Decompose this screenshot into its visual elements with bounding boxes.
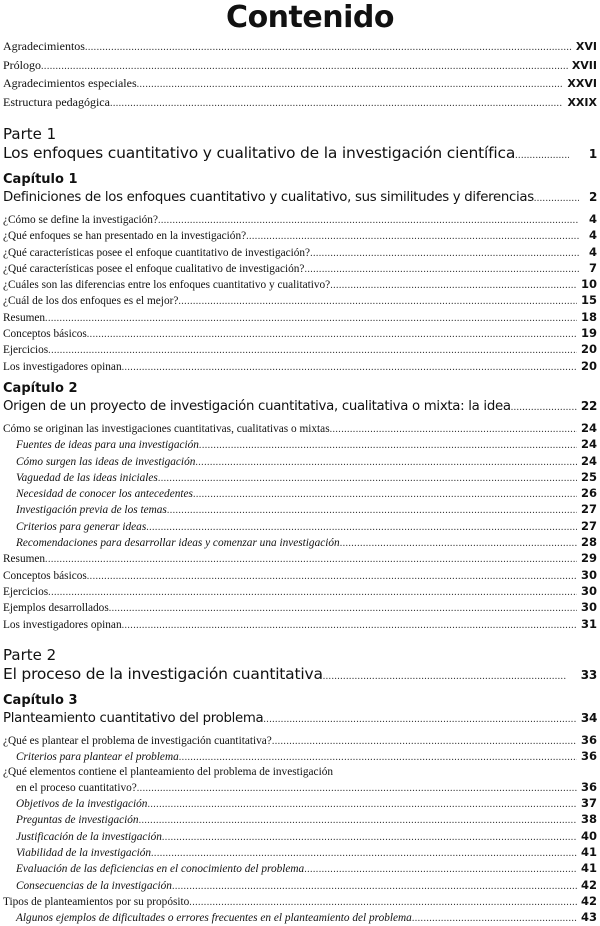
leader-dots [137,76,564,94]
entry-label: Evaluación de las deficiencias en el conocimiento del problema [16,863,305,876]
entry-label: Origen de un proyecto de investigación cuantitativa, cualitativa o mixta: la idea [3,398,511,414]
front-matter-entry [3,75,597,94]
leader-dots [110,95,564,113]
part-title [3,143,597,166]
page-number: 4 [588,228,597,243]
toc-subentry [3,486,597,502]
toc-entry [3,551,597,567]
entry-label: Estructura pedagógica [3,94,110,109]
leader-dots [41,58,568,76]
toc-entry [3,326,597,342]
leader-dots [189,896,577,910]
toc-subentry [3,845,597,861]
page-number: 38 [580,812,597,827]
page-number: 41 [580,861,597,876]
entry-label: Los investigadores opinan [3,360,122,373]
entry-label: Agradecimientos especiales [3,76,137,90]
leader-dots [146,521,577,535]
toc-subentry [3,535,597,551]
toc-entry [3,293,597,309]
leader-dots [137,782,577,796]
leader-dots [340,537,577,551]
entry-label: Criterios para generar ideas [16,520,147,533]
toc-entry [3,342,597,358]
toc-entry [3,600,597,616]
toc-subentry [3,910,597,926]
page-number: XXVI [567,77,597,90]
leader-dots [147,798,577,812]
page-number: 33 [580,667,597,682]
page-number: 24 [580,437,597,452]
leader-dots [304,263,579,277]
part-label [3,125,597,143]
page-number: 15 [580,293,597,308]
entry-label: Cómo se originan las investigaciones cuantitativas, cualitativas o mixtas [3,422,330,435]
page-number: 40 [580,828,597,843]
entry-label: Preguntas de investigación [16,814,139,827]
entry-label: Viabilidad de la investigación [16,846,152,859]
page-number: XVI [575,40,597,53]
toc-entry [3,212,597,228]
page-number: 31 [580,616,597,631]
toc-entry [3,261,597,277]
leader-dots [412,912,577,926]
toc-entry [3,568,597,584]
leader-dots [45,312,577,326]
toc-subentry [3,812,597,828]
entry-label: Resumen [3,553,46,566]
entry-label: Agradecimientos [3,39,85,53]
entry-label: Ejercicios [3,344,49,357]
entry-label: Cómo surgen las ideas de investigación [16,455,196,468]
page-number: 43 [580,910,597,925]
entry-label: Los enfoques cuantitativo y cualitativo de la investigación científica [3,144,516,162]
leader-dots [48,586,577,600]
toc-subentry [3,519,597,535]
entry-label: ¿Qué es plantear el problema de investigación cuantitativa? [3,734,272,747]
page-number: 26 [580,486,597,501]
leader-dots [151,847,577,861]
toc-subentry [3,829,597,845]
toc-entry [3,277,597,293]
leader-dots [87,328,577,342]
page-number: 36 [580,732,597,747]
page-number: 10 [580,277,597,292]
page-number: 20 [580,358,597,373]
entry-label: Parte 2 [3,645,57,664]
leader-dots [45,553,577,567]
entry-label: Capítulo 3 [3,692,78,708]
entry-label: en el proceso cuantitativo? [16,781,137,794]
entry-label: Ejercicios [3,585,49,598]
toc-entry [3,894,597,910]
page-number: 18 [580,309,597,324]
entry-label: Resumen [3,311,46,324]
part-title [3,664,597,687]
page-number: 30 [580,583,597,598]
toc-subentry [3,502,597,518]
page-title: Contenido [226,0,394,35]
entry-label: Objetivos de la investigación [16,798,148,811]
page-number: 20 [580,342,597,357]
toc-subentry [3,861,597,877]
page-number: 22 [580,398,597,413]
toc-entry [3,617,597,633]
entry-label: Capítulo 2 [3,380,78,396]
entry-label: Definiciones de los enfoques cuantitativo y cualitativo, sus similitudes y diferencias [3,190,534,205]
page-number: 7 [588,260,597,275]
entry-label: ¿Cuáles son las diferencias entre los enfoques cuantitativo y cualitativo? [3,279,331,292]
leader-dots [193,488,577,502]
chapter-label [3,693,597,709]
toc-entry [3,228,597,244]
toc-entry [3,584,597,600]
chapter-title [3,397,597,417]
page-number: 28 [580,535,597,550]
leader-dots [122,361,577,375]
page-number: 24 [580,453,597,468]
leader-dots [122,619,577,633]
page-number: 37 [580,796,597,811]
leader-dots [515,146,569,166]
entry-label: Fuentes de ideas para una investigación [16,439,199,452]
chapter-title [3,709,597,729]
entry-label: Investigación previa de los temas [16,504,167,517]
page-number: 30 [580,600,597,615]
page-number: 25 [580,469,597,484]
page-number: 4 [588,244,597,259]
entry-label: ¿Cuál de los dos enfoques es el mejor? [3,295,179,308]
page-number: XXIX [567,95,597,109]
entry-label: Prólogo [3,57,42,72]
entry-label: Vaguedad de las ideas iniciales [16,471,158,484]
leader-dots [199,439,577,453]
entry-label: Conceptos básicos [3,569,87,582]
toc-subentry [3,470,597,486]
leader-dots [323,667,567,687]
page-number: 42 [580,893,597,908]
page-number: 27 [580,502,597,517]
page-number: 41 [580,844,597,859]
leader-dots [304,863,577,877]
entry-label: Necesidad de conocer los antecedentes [16,488,193,501]
part-label [3,646,597,664]
entry-label: Criterios para plantear el problema [16,751,179,764]
entry-label: Consecuencias de la investigación [16,879,172,892]
entry-label: Los investigadores opinan [3,618,122,631]
leader-dots [172,880,577,894]
entry-label: Ejemplos desarrollados [3,602,109,615]
front-matter-entry [3,38,597,57]
page-number: 34 [580,710,597,725]
chapter-label [3,381,597,397]
page-number: XVII [571,58,597,72]
toc-entries [3,38,597,926]
leader-dots [158,214,579,228]
toc-entry [3,780,597,796]
entry-label: ¿Qué características posee el enfoque cuantitativo de investigación? [3,246,311,259]
entry-label: Planteamiento cuantitativo del problema [3,710,264,726]
leader-dots [109,602,577,616]
entry-label: Algunos ejemplos de dificultades o errores frecuentes en el planteamiento del problema [16,912,412,925]
toc-subentry [3,437,597,453]
entry-label: Tipos de planteamientos por su propósito [3,895,190,908]
toc-subentry [3,454,597,470]
entry-label: ¿Qué características posee el enfoque cualitativo de investigación? [3,262,305,275]
toc-entry [3,245,597,261]
leader-dots [330,279,577,293]
entry-label: Parte 1 [3,125,57,143]
front-matter-entry [3,57,597,76]
entry-label: ¿Cómo se define la investigación? [3,214,158,226]
page-number: 36 [580,749,597,764]
table-of-contents [3,0,597,926]
leader-dots [87,570,577,584]
page-number: 29 [580,551,597,566]
leader-dots [178,295,577,309]
entry-label: El proceso de la investigación cuantitativa [3,664,323,683]
leader-dots [263,711,576,729]
leader-dots [85,39,572,57]
toc-entry [3,310,597,326]
page-number: 27 [580,518,597,533]
page-number: 30 [580,567,597,582]
leader-dots [330,423,577,437]
chapter-label [3,172,597,188]
leader-dots [158,472,577,486]
page-number: 24 [580,420,597,435]
entry-label: ¿Qué enfoques se han presentado en la investigación? [3,230,247,243]
entry-label: Justificación de la investigación [16,830,162,843]
toc-entry [3,421,597,437]
chapter-title [3,188,597,208]
page-number: 1 [588,147,597,161]
toc-subentry [3,796,597,812]
page-number: 4 [588,212,597,226]
toc-entry [3,359,597,375]
toc-subentry [3,878,597,894]
leader-dots [272,735,577,749]
entry-label: Capítulo 1 [3,172,78,187]
leader-dots [511,399,577,417]
page-number: 36 [580,779,597,794]
leader-dots [48,344,577,358]
leader-dots [310,247,579,261]
page-number: 2 [588,190,597,204]
leader-dots [162,831,577,845]
leader-dots [534,190,579,208]
leader-dots [246,230,579,244]
leader-dots [179,751,577,765]
page-number: 19 [580,326,597,341]
leader-dots [139,814,577,828]
front-matter-entry [3,94,597,113]
page-number: 42 [580,877,597,892]
leader-dots [167,504,577,518]
toc-subentry [3,749,597,765]
entry-label: Conceptos básicos [3,328,87,341]
entry-label: ¿Qué elementos contiene el planteamiento del problema de investigación [3,766,333,779]
toc-entry [3,733,597,749]
toc-entry [3,765,597,779]
leader-dots [195,456,577,470]
entry-label: Recomendaciones para desarrollar ideas y comenzar una investigación [16,537,340,550]
